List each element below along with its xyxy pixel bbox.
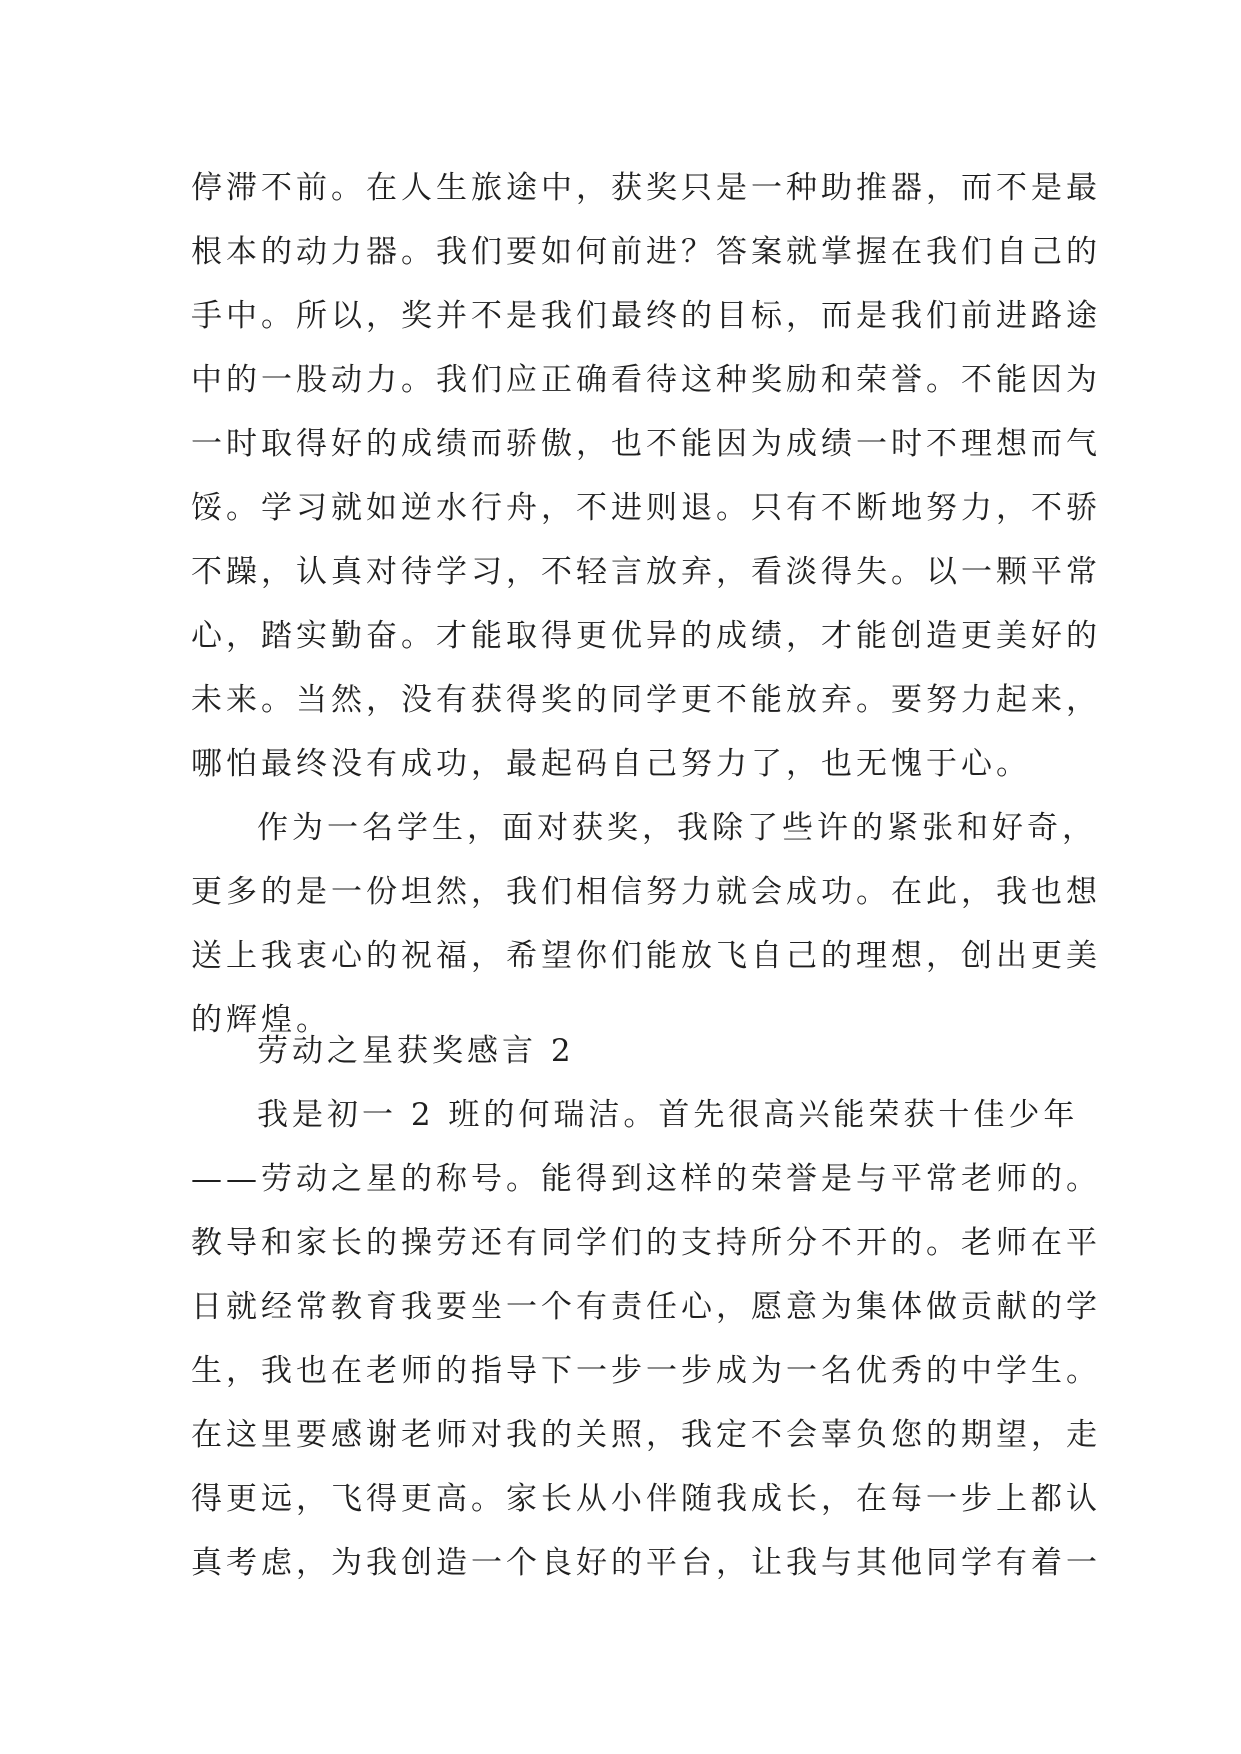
section-1-text [191,156,1101,1052]
paragraph-line: 生，我也在老师的指导下一步一步成为一名优秀的中学生。 [191,1353,1101,1389]
paragraph-line: 教导和家长的操劳还有同学们的支持所分不开的。老师在平 [191,1225,1101,1261]
paragraph-line: 手中。所以，奖并不是我们最终的目标，而是我们前进路途 [191,298,1101,334]
paragraph-line: 馁。学习就如逆水行舟，不进则退。只有不断地努力，不骄 [191,490,1101,526]
paragraph-line: 未来。当然，没有获得奖的同学更不能放弃。要努力起来， [191,682,1101,718]
paragraph-line: 中的一股动力。我们应正确看待这种奖励和荣誉。不能因为 [191,362,1101,398]
paragraph-line: 作为一名学生，面对获奖，我除了些许的紧张和好奇， [257,810,1097,846]
paragraph-line: 送上我衷心的祝福，希望你们能放飞自己的理想，创出更美 [191,938,1101,974]
paragraph-line: 停滞不前。在人生旅途中，获奖只是一种助推器，而不是最 [191,170,1101,206]
paragraph-line: 在这里要感谢老师对我的关照，我定不会辜负您的期望，走 [191,1417,1101,1453]
paragraph-line: 根本的动力器。我们要如何前进？答案就掌握在我们自己的 [191,234,1101,270]
paragraph-line: 得更远，飞得更高。家长从小伴随我成长，在每一步上都认 [191,1481,1101,1517]
paragraph-line: 的辉煌。 [191,1002,331,1038]
paragraph-line: 日就经常教育我要坐一个有责任心，愿意为集体做贡献的学 [191,1289,1101,1325]
section-2-text [191,1019,1101,1595]
paragraph-line: 更多的是一份坦然，我们相信努力就会成功。在此，我也想 [191,874,1101,910]
paragraph-line: 真考虑，为我创造一个良好的平台，让我与其他同学有着一 [191,1545,1101,1581]
section-title: 劳动之星获奖感言 2 [257,1033,575,1069]
paragraph-line: 哪怕最终没有成功，最起码自己努力了，也无愧于心。 [191,746,1031,782]
paragraph-line: 不躁，认真对待学习，不轻言放弃，看淡得失。以一颗平常 [191,554,1101,590]
paragraph-line: 我是初一 2 班的何瑞洁。首先很高兴能荣获十佳少年 [257,1097,1079,1133]
paragraph-line: 一时取得好的成绩而骄傲，也不能因为成绩一时不理想而气 [191,426,1101,462]
paragraph-line: 心，踏实勤奋。才能取得更优异的成绩，才能创造更美好的 [191,618,1101,654]
paragraph-line: ——劳动之星的称号。能得到这样的荣誉是与平常老师的。 [191,1161,1101,1197]
